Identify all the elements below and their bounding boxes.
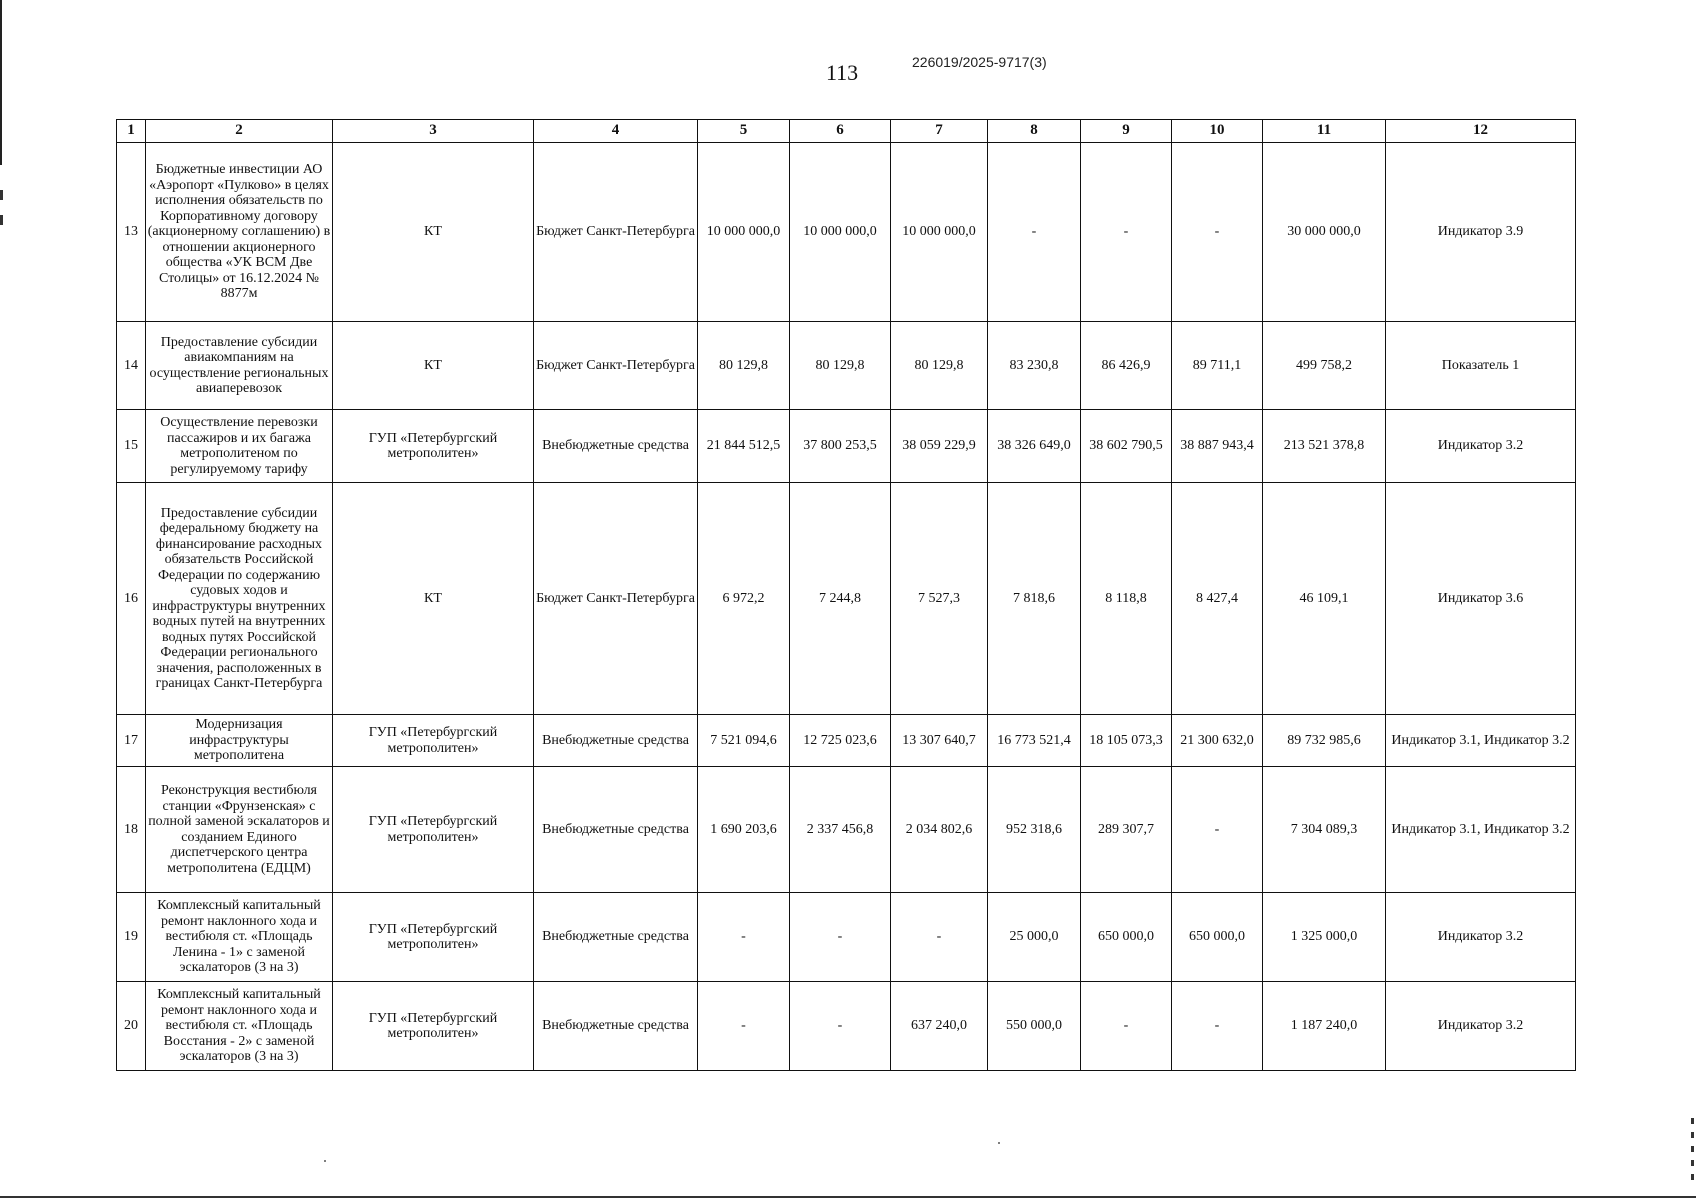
table-row: [117, 483, 1576, 715]
table-row: [117, 715, 1576, 767]
total-cell: 46 109,1: [1263, 483, 1386, 715]
total-cell: 1 325 000,0: [1263, 893, 1386, 982]
funding-source-cell: Внебюджетные средства: [534, 767, 698, 893]
row-number: 14: [117, 322, 146, 410]
value-col-10: -: [1172, 767, 1263, 893]
value-col-10: -: [1172, 982, 1263, 1071]
table-row: [117, 893, 1576, 982]
value-col-8: 550 000,0: [988, 982, 1081, 1071]
table-row: [117, 767, 1576, 893]
scan-edge-dash: [1691, 1132, 1694, 1138]
row-number: 18: [117, 767, 146, 893]
funding-source-cell: Внебюджетные средства: [534, 982, 698, 1071]
scan-edge-left: [0, 0, 2, 165]
value-col-5: 1 690 203,6: [698, 767, 790, 893]
value-col-9: -: [1081, 982, 1172, 1071]
table-row: [117, 410, 1576, 483]
column-header-1: 1: [117, 120, 146, 143]
funding-source-cell: Бюджет Санкт-Петербурга: [534, 322, 698, 410]
value-col-9: 650 000,0: [1081, 893, 1172, 982]
column-header-5: 5: [698, 120, 790, 143]
value-col-5: -: [698, 893, 790, 982]
column-header-6: 6: [790, 120, 891, 143]
total-cell: 213 521 378,8: [1263, 410, 1386, 483]
executor-cell: ГУП «Петербургский метрополитен»: [333, 893, 534, 982]
value-col-10: 21 300 632,0: [1172, 715, 1263, 767]
executor-cell: ГУП «Петербургский метрополитен»: [333, 982, 534, 1071]
value-col-8: 16 773 521,4: [988, 715, 1081, 767]
value-col-7: 13 307 640,7: [891, 715, 988, 767]
funding-source-cell: Внебюджетные средства: [534, 715, 698, 767]
value-col-7: 80 129,8: [891, 322, 988, 410]
indicator-cell: Индикатор 3.2: [1386, 893, 1576, 982]
funding-source-cell: Бюджет Санкт-Петербурга: [534, 143, 698, 322]
table-header-row: [117, 120, 1576, 143]
total-cell: 7 304 089,3: [1263, 767, 1386, 893]
value-col-10: -: [1172, 143, 1263, 322]
row-number: 16: [117, 483, 146, 715]
value-col-7: 2 034 802,6: [891, 767, 988, 893]
scan-edge-dash: [1691, 1146, 1694, 1152]
value-col-9: 86 426,9: [1081, 322, 1172, 410]
value-col-6: 10 000 000,0: [790, 143, 891, 322]
budget-table: [116, 119, 1576, 1071]
scan-edge-tick: [0, 190, 3, 200]
column-header-9: 9: [1081, 120, 1172, 143]
event-description: Осуществление перевозки пассажиров и их багажа метрополитеном по регулируемому тарифу: [146, 410, 333, 483]
table-row: [117, 982, 1576, 1071]
scan-edge-dash: [1691, 1174, 1694, 1180]
total-cell: 89 732 985,6: [1263, 715, 1386, 767]
total-cell: 30 000 000,0: [1263, 143, 1386, 322]
value-col-9: 18 105 073,3: [1081, 715, 1172, 767]
table-row: [117, 143, 1576, 322]
row-number: 15: [117, 410, 146, 483]
indicator-cell: Индикатор 3.2: [1386, 982, 1576, 1071]
value-col-7: 10 000 000,0: [891, 143, 988, 322]
value-col-8: 25 000,0: [988, 893, 1081, 982]
column-header-10: 10: [1172, 120, 1263, 143]
row-number: 19: [117, 893, 146, 982]
funding-source-cell: Бюджет Санкт-Петербурга: [534, 483, 698, 715]
value-col-8: 952 318,6: [988, 767, 1081, 893]
value-col-6: 37 800 253,5: [790, 410, 891, 483]
scan-edge-dash: [1691, 1160, 1694, 1166]
value-col-8: 83 230,8: [988, 322, 1081, 410]
executor-cell: ГУП «Петербургский метрополитен»: [333, 767, 534, 893]
value-col-6: -: [790, 982, 891, 1071]
row-number: 17: [117, 715, 146, 767]
value-col-9: 8 118,8: [1081, 483, 1172, 715]
funding-source-cell: Внебюджетные средства: [534, 410, 698, 483]
funding-source-cell: Внебюджетные средства: [534, 893, 698, 982]
table-body: [117, 143, 1576, 1071]
value-col-6: -: [790, 893, 891, 982]
value-col-10: 8 427,4: [1172, 483, 1263, 715]
column-header-7: 7: [891, 120, 988, 143]
scan-speck: [324, 1160, 326, 1162]
value-col-8: -: [988, 143, 1081, 322]
value-col-8: 7 818,6: [988, 483, 1081, 715]
value-col-7: 637 240,0: [891, 982, 988, 1071]
document-id: 226019/2025-9717(3): [912, 54, 1047, 70]
scan-edge-bottom: [0, 1196, 1696, 1198]
event-description: Предоставление субсидии федеральному бюджету на финансирование расходных обязательств Российской Федерации по содержанию судовых ходов и инфраструктуры внутренних водных путей на внутренних водных путях Российской Федерации регионального значения, расположенных в границах Санкт-Петербурга: [146, 483, 333, 715]
column-header-3: 3: [333, 120, 534, 143]
value-col-6: 80 129,8: [790, 322, 891, 410]
indicator-cell: Индикатор 3.1, Индикатор 3.2: [1386, 767, 1576, 893]
event-description: Предоставление субсидии авиакомпаниям на осуществление региональных авиаперевозок: [146, 322, 333, 410]
scan-speck: [998, 1142, 1000, 1144]
executor-cell: ГУП «Петербургский метрополитен»: [333, 715, 534, 767]
value-col-7: -: [891, 893, 988, 982]
column-header-4: 4: [534, 120, 698, 143]
column-header-2: 2: [146, 120, 333, 143]
indicator-cell: Индикатор 3.6: [1386, 483, 1576, 715]
page-number: 113: [826, 60, 859, 85]
value-col-6: 12 725 023,6: [790, 715, 891, 767]
value-col-5: 10 000 000,0: [698, 143, 790, 322]
scan-edge-tick: [0, 215, 3, 225]
value-col-9: 289 307,7: [1081, 767, 1172, 893]
row-number: 13: [117, 143, 146, 322]
value-col-10: 650 000,0: [1172, 893, 1263, 982]
indicator-cell: Индикатор 3.2: [1386, 410, 1576, 483]
value-col-5: 21 844 512,5: [698, 410, 790, 483]
value-col-9: -: [1081, 143, 1172, 322]
column-header-12: 12: [1386, 120, 1576, 143]
executor-cell: КТ: [333, 143, 534, 322]
value-col-10: 38 887 943,4: [1172, 410, 1263, 483]
column-header-8: 8: [988, 120, 1081, 143]
value-col-5: 80 129,8: [698, 322, 790, 410]
event-description: Комплексный капитальный ремонт наклонного хода и вестибюля ст. «Площадь Ленина - 1» с заменой эскалаторов (3 на 3): [146, 893, 333, 982]
value-col-7: 7 527,3: [891, 483, 988, 715]
indicator-cell: Показатель 1: [1386, 322, 1576, 410]
table-row: [117, 322, 1576, 410]
executor-cell: КТ: [333, 483, 534, 715]
value-col-5: 6 972,2: [698, 483, 790, 715]
scan-edge-dash: [1691, 1118, 1694, 1124]
indicator-cell: Индикатор 3.1, Индикатор 3.2: [1386, 715, 1576, 767]
value-col-7: 38 059 229,9: [891, 410, 988, 483]
total-cell: 499 758,2: [1263, 322, 1386, 410]
value-col-5: -: [698, 982, 790, 1071]
value-col-6: 7 244,8: [790, 483, 891, 715]
executor-cell: КТ: [333, 322, 534, 410]
value-col-10: 89 711,1: [1172, 322, 1263, 410]
value-col-6: 2 337 456,8: [790, 767, 891, 893]
event-description: Бюджетные инвестиции АО «Аэропорт «Пулково» в целях исполнения обязательств по Корпоративному договору (акционерному соглашению) в отношении акционерного общества «УК ВСМ Две Столицы» от 16.12.2024 № 8877м: [146, 143, 333, 322]
event-description: Модернизация инфраструктуры метрополитена: [146, 715, 333, 767]
total-cell: 1 187 240,0: [1263, 982, 1386, 1071]
event-description: Комплексный капитальный ремонт наклонного хода и вестибюля ст. «Площадь Восстания - 2» с заменой эскалаторов (3 на 3): [146, 982, 333, 1071]
value-col-9: 38 602 790,5: [1081, 410, 1172, 483]
value-col-8: 38 326 649,0: [988, 410, 1081, 483]
row-number: 20: [117, 982, 146, 1071]
executor-cell: ГУП «Петербургский метрополитен»: [333, 410, 534, 483]
event-description: Реконструкция вестибюля станции «Фрунзенская» с полной заменой эскалаторов и созданием Единого диспетчерского центра метрополитена (ЕДЦМ): [146, 767, 333, 893]
indicator-cell: Индикатор 3.9: [1386, 143, 1576, 322]
column-header-11: 11: [1263, 120, 1386, 143]
value-col-5: 7 521 094,6: [698, 715, 790, 767]
